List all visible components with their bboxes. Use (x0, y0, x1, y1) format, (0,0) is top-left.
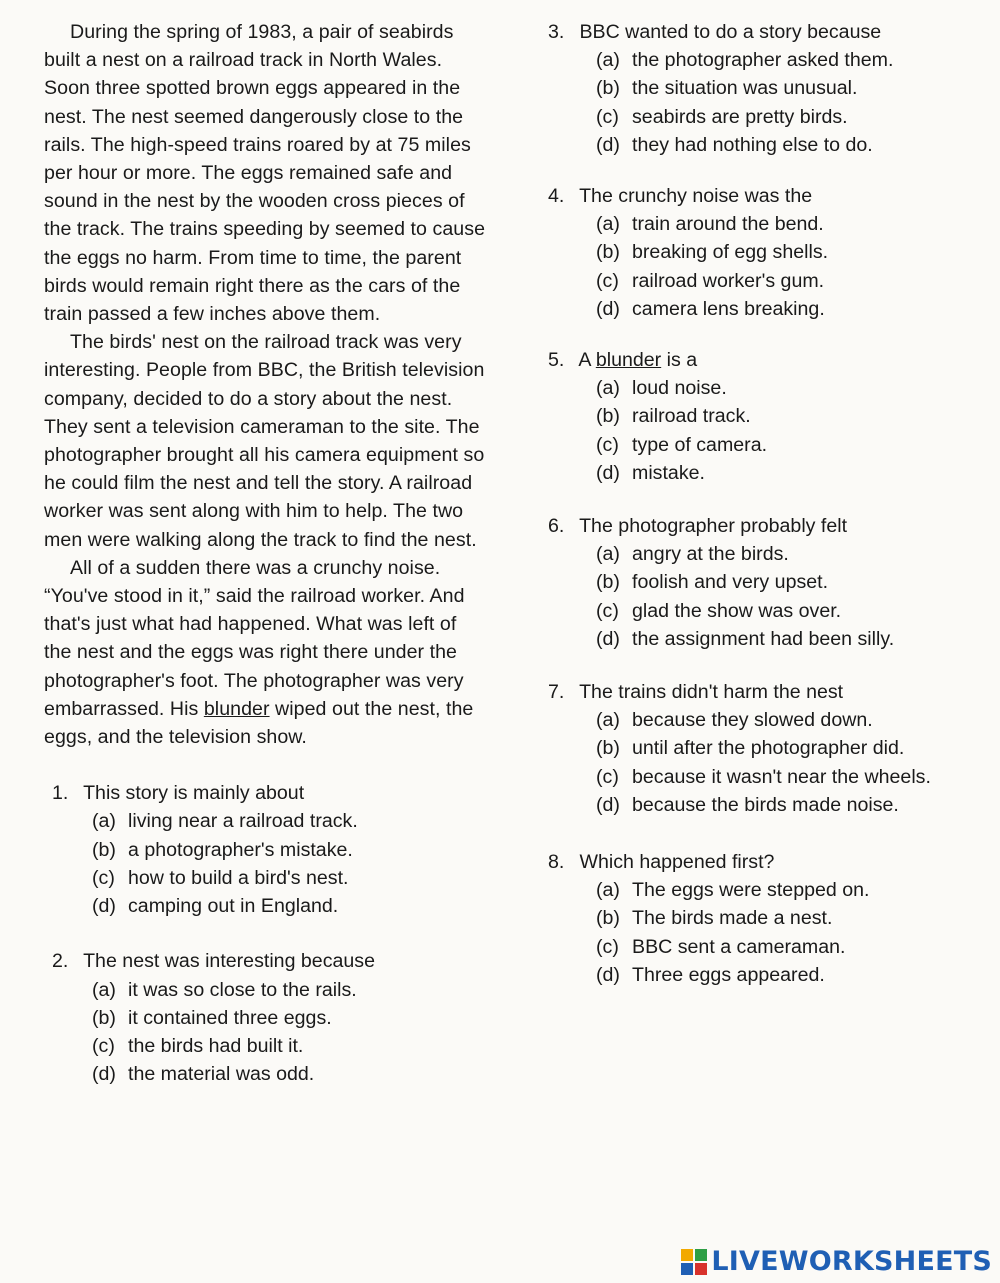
question-1: 1. This story is mainly about (a) living near a railroad track. (b) a photographer's mistake. (c) how to build a bird's nest. (d) camping out in England. (44, 779, 489, 920)
question-3-option-b[interactable]: (b) the situation was unusual. (596, 77, 858, 100)
right-column (548, 18, 993, 989)
question-6-option-a[interactable]: (a) angry at the birds. (596, 543, 789, 566)
question-7-option-c[interactable]: (c) because it wasn't near the wheels. (596, 765, 931, 788)
question-3-option-c[interactable]: (c) seabirds are pretty birds. (596, 105, 848, 128)
liveworksheets-watermark (681, 1246, 992, 1277)
underlined-word-blunder: blunder (595, 349, 662, 372)
question-7-option-a[interactable]: (a) because they slowed down. (596, 709, 873, 732)
reading-passage (44, 18, 489, 751)
question-5-option-b[interactable]: (b) railroad track. (596, 405, 751, 428)
question-8-option-b[interactable]: (b) The birds made a nest. (596, 907, 833, 930)
question-4-option-b[interactable]: (b) breaking of egg shells. (596, 241, 829, 264)
question-6-option-c[interactable]: (c) glad the show was over. (596, 599, 842, 622)
question-4-option-d[interactable]: (d) camera lens breaking. (596, 297, 825, 320)
question-1-option-a[interactable]: (a) living near a railroad track. (92, 810, 358, 833)
watermark-text: LIVEWORKSHEETS (711, 1246, 992, 1277)
question-5-option-c[interactable]: (c) type of camera. (596, 433, 768, 456)
question-2: 2. The nest was interesting because (a) it was so close to the rails. (b) it contained three eggs. (c) the birds had built it. (d) the material was odd. (44, 947, 489, 1088)
left-column (44, 18, 489, 1088)
question-8: 8. Which happened first? (a) The eggs were stepped on. (b) The birds made a nest. (c) BBC sent a cameraman. (d) Three eggs appeared. (548, 848, 993, 989)
passage-paragraph-3: All of a sudden there was a crunchy noise. “You've stood in it,” said the railroad worker. And that's just what had happened. What was left of the nest and the eggs was right there under the photographer's foot. The photographer was very embarrassed. His blunder wiped out the nest, the eggs, and the television show. (44, 556, 474, 749)
question-1-option-b[interactable]: (b) a photographer's mistake. (92, 838, 353, 861)
question-8-option-d[interactable]: (d) Three eggs appeared. (596, 963, 825, 986)
liveworksheets-logo-icon (681, 1249, 707, 1275)
question-2-option-c[interactable]: (c) the birds had built it. (92, 1034, 304, 1057)
question-7-option-d[interactable]: (d) because the birds made noise. (596, 793, 899, 816)
question-5: 5. A blunder is a (a) loud noise. (b) railroad track. (c) type of camera. (d) mistake. (548, 346, 993, 487)
question-1-option-c[interactable]: (c) how to build a bird's nest. (92, 866, 349, 889)
question-4: 4. The crunchy noise was the (a) train around the bend. (b) breaking of egg shells. (c) railroad worker's gum. (d) camera lens breaking. (548, 182, 993, 323)
question-4-option-a[interactable]: (a) train around the bend. (596, 213, 824, 236)
question-8-option-c[interactable]: (c) BBC sent a cameraman. (596, 935, 846, 958)
question-6-option-d[interactable]: (d) the assignment had been silly. (596, 627, 895, 650)
underlined-word-blunder: blunder (203, 697, 270, 720)
passage-paragraph-2: The birds' nest on the railroad track was very interesting. People from BBC, the British television company, decided to do a story about the nest. They sent a television cameraman to the site. The photographer brought all his camera equipment so he could film the nest and tell the story. A railroad worker was sent along with him to help. The two men were walking along the track to find the nest. (44, 331, 485, 551)
question-5-option-a[interactable]: (a) loud noise. (596, 377, 727, 400)
question-2-option-a[interactable]: (a) it was so close to the rails. (92, 978, 357, 1001)
question-3: 3. BBC wanted to do a story because (a) the photographer asked them. (b) the situation was unusual. (c) seabirds are pretty birds. (d) they had nothing else to do. (548, 18, 993, 159)
question-3-option-a[interactable]: (a) the photographer asked them. (596, 49, 894, 72)
question-6-option-b[interactable]: (b) foolish and very upset. (596, 571, 829, 594)
question-7: 7. The trains didn't harm the nest (a) because they slowed down. (b) until after the photographer did. (c) because it wasn't near the wheels. (d) because the birds made noise. (548, 678, 993, 819)
question-6: 6. The photographer probably felt (a) angry at the birds. (b) foolish and very upset. (c) glad the show was over. (d) the assignment had been silly. (548, 512, 993, 653)
question-3-option-d[interactable]: (d) they had nothing else to do. (596, 133, 873, 156)
question-1-option-d[interactable]: (d) camping out in England. (92, 895, 339, 918)
question-7-option-b[interactable]: (b) until after the photographer did. (596, 737, 905, 760)
passage-paragraph-1: During the spring of 1983, a pair of seabirds built a nest on a railroad track in North Wales. Soon three spotted brown eggs appeared in the nest. The nest seemed dangerously close to the rails. The high-speed trains roared by at 75 miles per hour or more. The eggs remained safe and sound in the nest by the wooden cross pieces of the track. The trains speeding by seemed to cause the eggs no harm. From time to time, the parent birds would remain right there as the cars of the train passed a few inches above them. (44, 21, 486, 326)
question-5-option-d[interactable]: (d) mistake. (596, 461, 705, 484)
question-2-option-b[interactable]: (b) it contained three eggs. (92, 1006, 332, 1029)
question-8-option-a[interactable]: (a) The eggs were stepped on. (596, 879, 870, 902)
question-2-option-d[interactable]: (d) the material was odd. (92, 1063, 315, 1086)
question-4-option-c[interactable]: (c) railroad worker's gum. (596, 269, 825, 292)
